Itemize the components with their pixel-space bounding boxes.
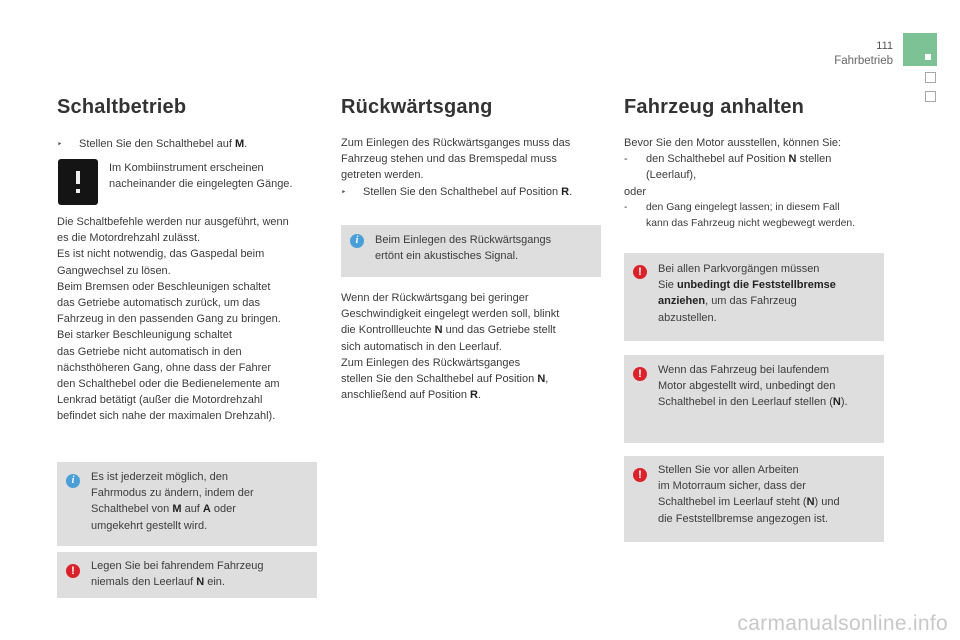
info-icon: i [66, 474, 80, 488]
warning-icon: ! [633, 367, 647, 381]
warning-icon: ! [633, 468, 647, 482]
warning-icon: ! [633, 265, 647, 279]
warning-box-parking-brake: ! Bei allen Parkvorgängen müssen Sie unbedingt die Feststellbremse anziehen, um das Fahrzeug abzustellen. [624, 253, 884, 341]
warning-box-neutral: ! Legen Sie bei fahrendem Fahrzeug niemals den Leerlauf N ein. [57, 552, 317, 598]
chapter-tab [903, 33, 937, 66]
warning-box-engine-work: ! Stellen Sie vor allen Arbeiten im Motorraum sicher, dass der Schalthebel im Leerlauf steht (N) und die Feststellbremse angezogen ist. [624, 456, 884, 542]
info-box-mode-change: i Es ist jederzeit möglich, den Fahrmodus zu ändern, indem der Schalthebel von M auf A oder umgekehrt gestellt wird. [57, 462, 317, 546]
rueckwaertsgang-intro: Zum Einlegen des Rückwärtsganges muss das Fahrzeug stehen und das Bremspedal muss getreten werden. ‣ Stellen Sie den Schalthebel auf Position R. [341, 137, 573, 198]
page-number: 111 [876, 40, 893, 52]
info-box-reverse-signal: i Beim Einlegen des Rückwärtsgangs ertönt ein akustisches Signal. [341, 225, 601, 277]
rueckwaertsgang-body: Wenn der Rückwärtsgang bei geringer Geschwindigkeit eingelegt werden soll, blinkt die Kontrollleuchte N und das Getriebe stellt sich automatisch in den Leerlauf. Zum Einlegen des Rückwärtsganges stellen Sie den Schalthebel auf Position N, anschließend auf Position R. [341, 292, 560, 402]
info-icon: i [350, 234, 364, 248]
fahrzeug-anhalten-intro: Bevor Sie den Motor ausstellen, können Sie: - den Schalthebel auf Position N stellen (Leerlauf), oder - den Gang eingelegt lassen; in diesem Fall kann das Fahrzeug nicht wegbewegt werden. [624, 137, 856, 230]
section-title-rueckwaertsgang: Rückwärtsgang [341, 96, 493, 118]
chapter-tab-box [925, 91, 936, 102]
gear-indicator-image [58, 159, 98, 205]
warning-icon: ! [66, 564, 80, 578]
warning-box-engine-running: ! Wenn das Fahrzeug bei laufendem Motor abgestellt wird, unbedingt den Schalthebel in den Leerlauf stellen (N). [624, 355, 884, 443]
chapter-title: Fahrbetrieb [834, 55, 893, 67]
section-title-fahrzeug-anhalten: Fahrzeug anhalten [624, 96, 805, 118]
section-title-schaltbetrieb: Schaltbetrieb [57, 96, 187, 118]
footer-watermark: carmanualsonline.info [737, 612, 948, 635]
chapter-tab-box [925, 72, 936, 83]
step-manual-position: ‣ Stellen Sie den Schalthebel auf M. [57, 138, 248, 150]
schaltbetrieb-body: Die Schaltbefehle werden nur ausgeführt, wenn es die Motordrehzahl zulässt. Es ist nicht notwendig, das Gaspedal beim Gangwechsel zu lösen. Beim Bremsen oder Beschleunigen schaltet das Getriebe automatisch zurück, um das Fahrzeug in den passenden Gang zu bringen. Bei starker Beschleunigung schaltet das Getriebe nicht automatisch in den nächsthöheren Gang, ohne dass der Fahrer den Schalthebel oder die Bedienelemente am Lenkrad betätigt (außer die Motordrehzahl befindet sich nahe der maximalen Drehzahl). [57, 216, 289, 423]
cluster-text: Im Kombiinstrument erscheinen nacheinander die eingelegten Gänge. [109, 162, 293, 191]
